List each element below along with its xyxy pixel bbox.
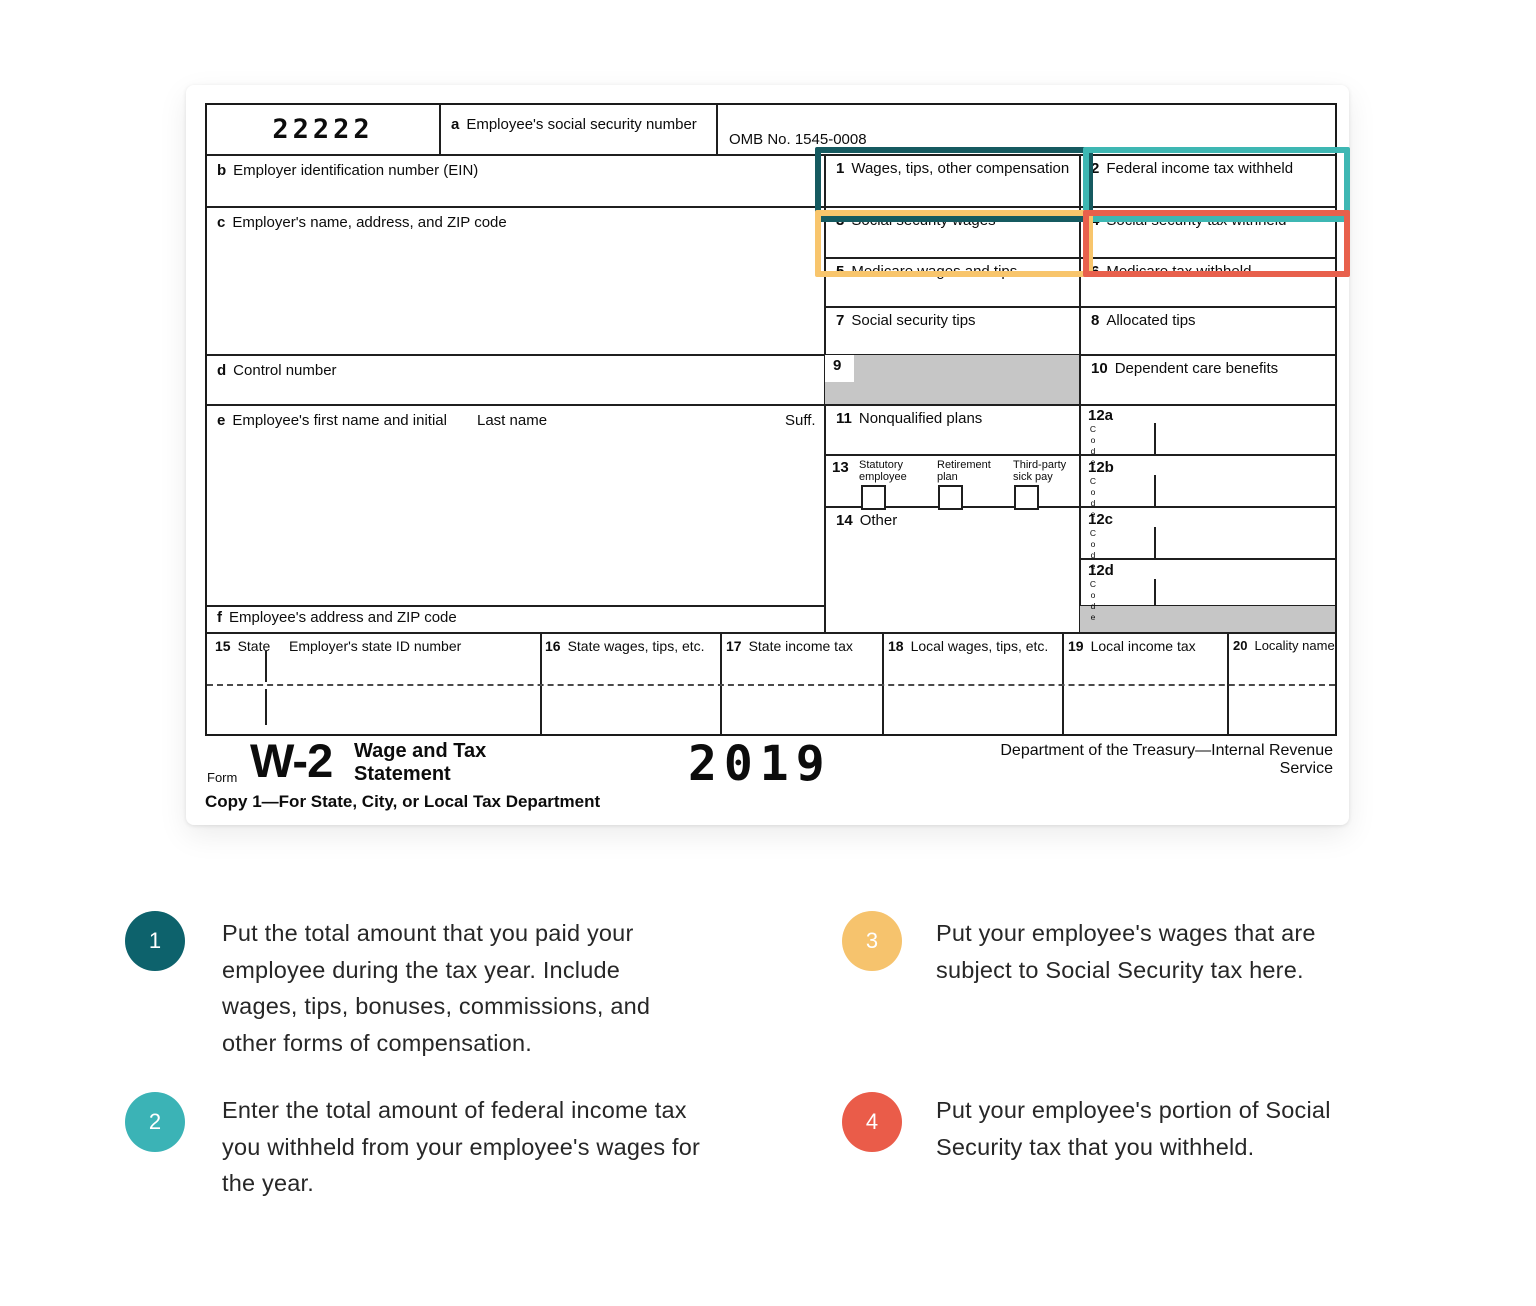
dashed-separator xyxy=(207,684,1335,686)
copy-1-label: Copy 1—For State, City, or Local Tax Department xyxy=(205,792,601,811)
box3-label: 3 Social security wages xyxy=(836,212,996,229)
w2-form xyxy=(205,103,1337,736)
field-e-suffix-label: Suff. xyxy=(785,412,816,429)
state-subdivider xyxy=(265,689,267,725)
box4-highlight xyxy=(1083,210,1350,277)
code-divider xyxy=(1154,423,1156,454)
box19-label: 19 Local income tax xyxy=(1068,638,1196,654)
box20-label: 20 Locality name xyxy=(1233,638,1335,653)
box15-sub-label: Employer's state ID number xyxy=(289,638,462,654)
box14-label: 14 Other xyxy=(836,512,898,529)
box9-label: 9 xyxy=(833,357,842,374)
field-e-label: e Employee's first name and initial xyxy=(217,412,447,429)
box3-highlight xyxy=(815,210,1093,277)
code-divider xyxy=(1154,527,1156,558)
field-c-label: c Employer's name, address, and ZIP code xyxy=(217,214,507,231)
annotation-4-badge: 4 xyxy=(842,1092,902,1152)
grid-line xyxy=(1079,558,1335,560)
grid-line xyxy=(207,605,824,607)
statutory-employee-checkbox xyxy=(861,485,886,510)
grid-line xyxy=(882,632,884,734)
box2-label: 2 Federal income tax withheld xyxy=(1091,160,1294,177)
box18-label: 18 Local wages, tips, etc. xyxy=(888,638,1049,654)
annotation-1-text: Put the total amount that you paid your employee during the tax year. Include wages, tips, bonuses, commissions, and other forms of compensation. xyxy=(222,920,651,1056)
box4-label: 4 Social security tax withheld xyxy=(1091,212,1287,229)
grid-line xyxy=(207,404,1335,406)
field-a-label: a Employee's social security number xyxy=(451,116,697,133)
box12-shaded-strip xyxy=(1080,606,1335,632)
grid-line xyxy=(207,632,1335,634)
box8-label: 8 Allocated tips xyxy=(1091,312,1196,329)
box12a-code-label: Code xyxy=(1088,424,1098,468)
box13-thirdparty-label: Third-party sick pay xyxy=(1013,459,1067,483)
grid-line xyxy=(716,105,718,154)
annotation-3-text: Put your employee's wages that are subject to Social Security tax here. xyxy=(936,920,1316,983)
grid-line xyxy=(540,632,542,734)
box11-label: 11 Nonqualified plans xyxy=(836,410,983,427)
retirement-plan-checkbox xyxy=(938,485,963,510)
grid-line xyxy=(720,632,722,734)
box12b-code-label: Code xyxy=(1088,476,1098,520)
box10-label: 10 Dependent care benefits xyxy=(1091,360,1279,377)
box12c-code-label: Code xyxy=(1088,528,1098,572)
field-e-lastname-label: Last name xyxy=(477,412,548,429)
grid-line xyxy=(439,105,441,154)
form-title-line1: Wage and Tax xyxy=(354,740,487,762)
grid-line xyxy=(1227,632,1229,734)
field-f-label: f Employee's address and ZIP code xyxy=(217,609,457,626)
form-title-line2: Statement xyxy=(354,763,451,785)
treasury-department-label: Department of the Treasury—Internal Revenue Service xyxy=(1000,742,1333,777)
box6-label: 6 Medicare tax withheld xyxy=(1091,263,1252,280)
form-name: W-2 xyxy=(250,734,333,787)
box13-statutory-label: Statutory employee xyxy=(859,459,907,483)
code-divider xyxy=(1154,579,1156,605)
box15-label: 15 State xyxy=(215,638,271,654)
form-control-code: 22222 xyxy=(272,114,374,145)
box12d-label: 12d xyxy=(1088,562,1114,579)
grid-line xyxy=(1062,632,1064,734)
box13-retirement-label: Retirement plan xyxy=(937,459,991,483)
state-subdivider xyxy=(265,651,267,682)
box9-shaded-area xyxy=(825,355,1079,404)
omb-number: OMB No. 1545-0008 xyxy=(729,131,867,148)
annotation-2-text: Enter the total amount of federal income tax you withheld from your employee's wages for the year. xyxy=(222,1097,701,1196)
grid-line xyxy=(207,354,1335,356)
box12b-label: 12b xyxy=(1088,459,1114,476)
box12d-code-label: Code xyxy=(1088,579,1098,623)
form-year: 2019 xyxy=(688,736,832,792)
third-party-sick-pay-checkbox xyxy=(1014,485,1039,510)
field-b-label: b Employer identification number (EIN) xyxy=(217,162,479,179)
field-d-label: d Control number xyxy=(217,362,337,379)
annotation-3-badge: 3 xyxy=(842,911,902,971)
box13-label: 13 xyxy=(832,459,849,476)
box1-label: 1 Wages, tips, other compensation xyxy=(836,160,1070,177)
annotation-1-badge: 1 xyxy=(125,911,185,971)
box17-label: 17 State income tax xyxy=(726,638,853,654)
form-word: Form xyxy=(207,770,238,785)
box5-label: 5 Medicare wages and tips xyxy=(836,263,1018,280)
box12c-label: 12c xyxy=(1088,511,1114,528)
box7-label: 7 Social security tips xyxy=(836,312,976,329)
box12a-label: 12a xyxy=(1088,407,1114,424)
code-divider xyxy=(1154,475,1156,506)
annotation-4-text: Put your employee's portion of Social Security tax that you withheld. xyxy=(936,1097,1331,1160)
box16-label: 16 State wages, tips, etc. xyxy=(545,638,705,654)
annotation-2-badge: 2 xyxy=(125,1092,185,1152)
